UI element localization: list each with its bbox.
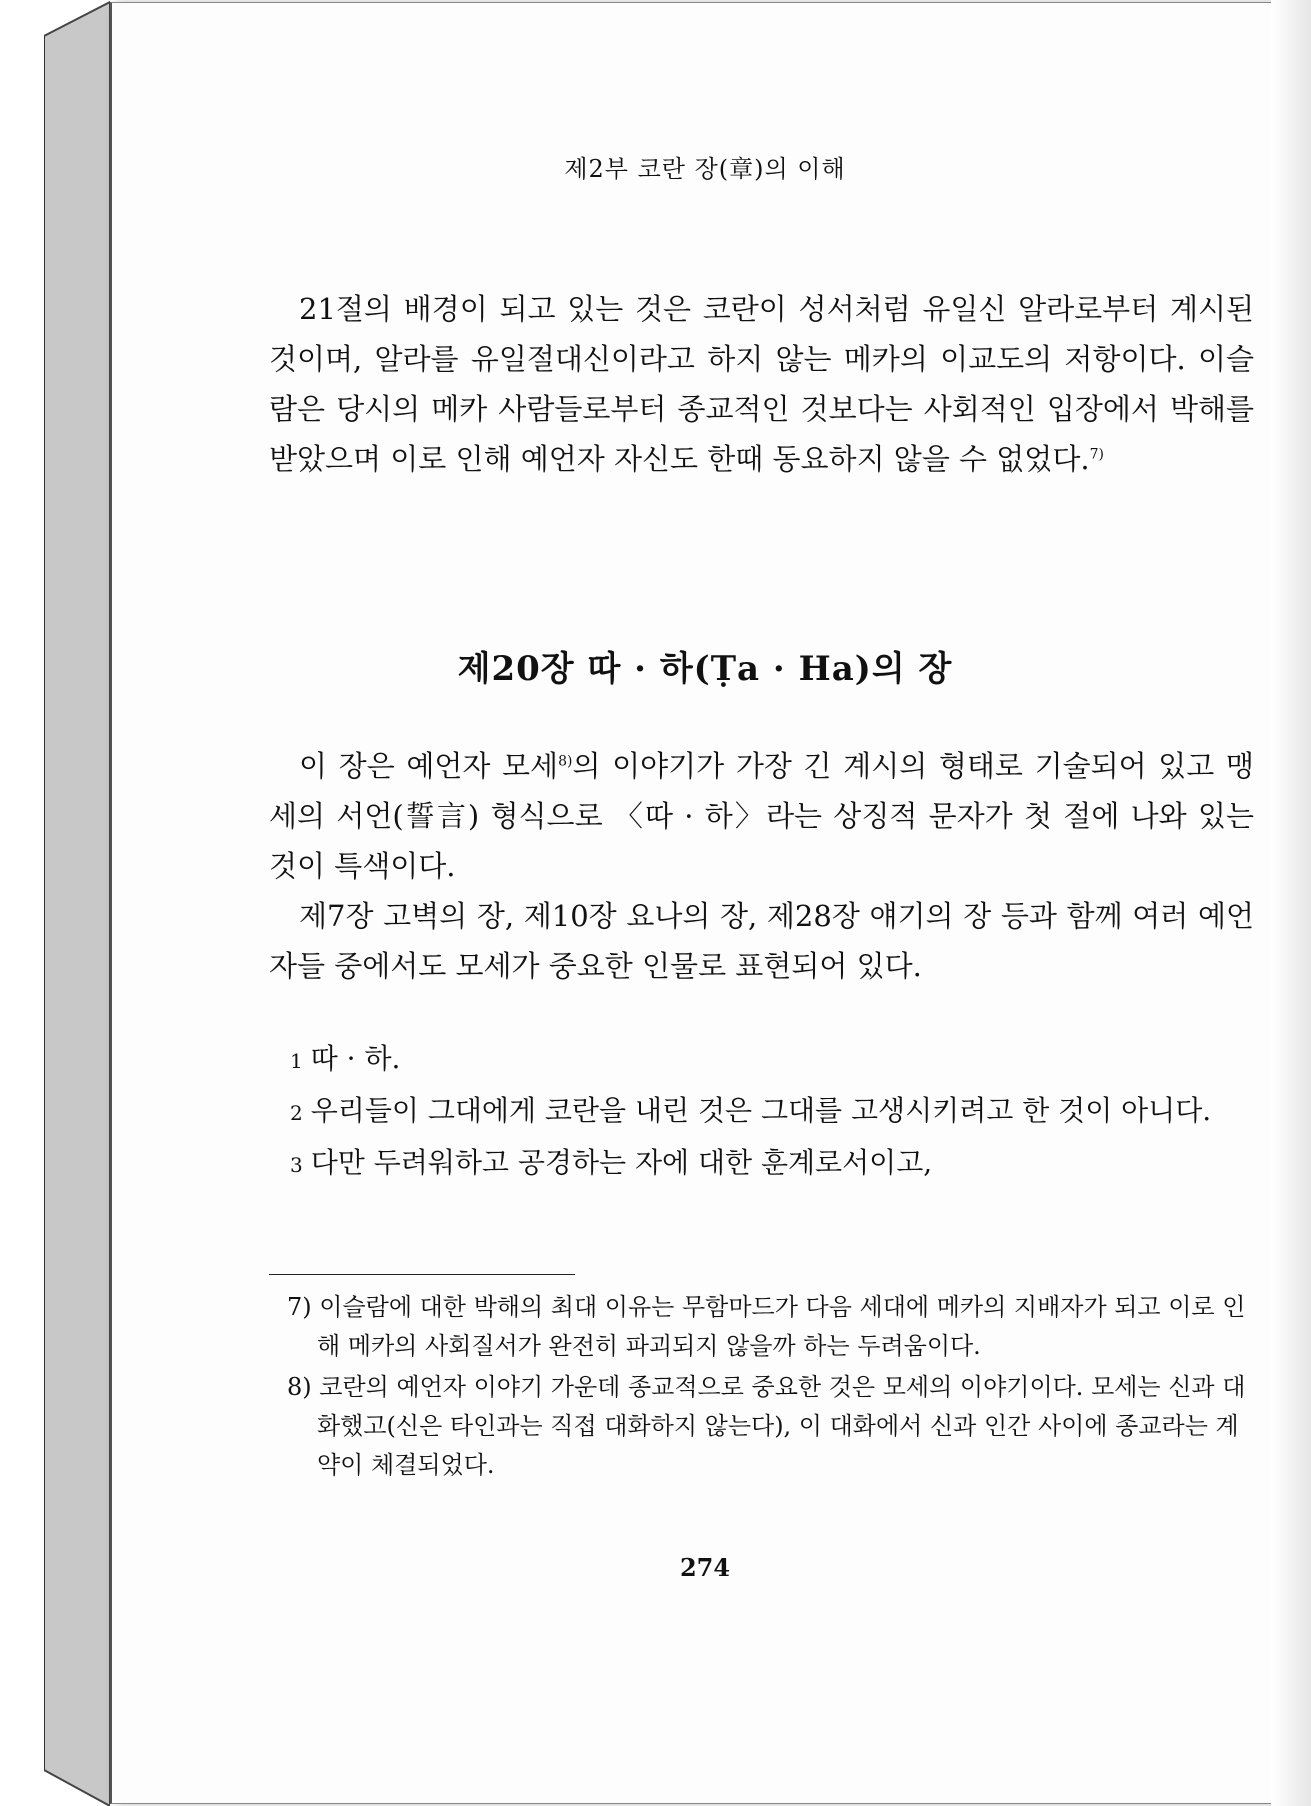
chapter-title: 제20장 따 · 하(Ṭa · Ha)의 장 — [457, 649, 953, 689]
page-edge-shadow — [1271, 0, 1311, 1806]
verse-number: 1 — [290, 1049, 303, 1073]
chapter-intro — [269, 741, 1254, 991]
footnote-divider — [269, 1274, 575, 1275]
book-page — [110, 2, 1298, 1804]
verse — [290, 1138, 1240, 1190]
book-spine — [44, 0, 110, 1806]
verse-number: 3 — [290, 1153, 303, 1177]
footnote-8: 8) 코란의 예언자 이야기 가운데 종교적으로 중요한 것은 모세의 이야기이다. 모세는 신과 대화했고(신은 타인과는 직접 대화하지 않는다), 이 대화에서 신과 인간 사이에 종교라는 계약이 체결되었다. — [287, 1373, 1246, 1479]
page-number: 274 — [679, 1553, 731, 1582]
intro-paragraph — [269, 284, 1254, 484]
verse-list — [290, 1034, 1240, 1190]
verse-text: 따 · 하. — [310, 1042, 401, 1075]
chapter-para1-text-a: 이 장은 예언자 모세 — [299, 749, 559, 783]
footnote-7: 7) 이슬람에 대한 박해의 최대 이유는 무함마드가 다음 세대에 메카의 지배자가 되고 이로 인해 메카의 사회질서가 완전히 파괴되지 않을까 하는 두려움이다. — [287, 1293, 1246, 1360]
chapter-paragraph-1 — [269, 741, 1254, 891]
footnotes — [287, 1288, 1252, 1487]
verse — [290, 1034, 1240, 1086]
footnote-ref-7: 7) — [1089, 446, 1104, 463]
verse-text: 우리들이 그대에게 코란을 내린 것은 그대를 고생시키려고 한 것이 아니다. — [310, 1094, 1212, 1127]
running-header: 제2부 코란 장(章)의 이해 — [564, 155, 846, 183]
footnote-ref-8: 8) — [558, 753, 573, 770]
verse-number: 2 — [290, 1101, 303, 1125]
verse — [290, 1086, 1240, 1138]
chapter-para1-text-b: 의 이야기가 가장 긴 계시의 형태로 기술되어 있고 맹세의 서언(誓言) 형식으로 〈따 · 하〉라는 상징적 문자가 첫 절에 나와 있는 것이 특색이다. — [269, 749, 1254, 883]
intro-text: 21절의 배경이 되고 있는 것은 코란이 성서처럼 유일신 알라로부터 계시된 것이며, 알라를 유일절대신이라고 하지 않는 메카의 이교도의 저항이다. 이슬람은 당시의 메카 사람들로부터 종교적인 것보다는 사회적인 입장에서 박해를 받았으며 이로 인해 예언자 자신도 한때 동요하지 않을 수 없었다. — [269, 292, 1254, 476]
chapter-paragraph-2: 제7장 고벽의 장, 제10장 요나의 장, 제28장 얘기의 장 등과 함께 여러 예언자들 중에서도 모세가 중요한 인물로 표현되어 있다. — [269, 899, 1254, 983]
verse-text: 다만 두려워하고 공경하는 자에 대한 훈계로서이고, — [310, 1146, 933, 1179]
